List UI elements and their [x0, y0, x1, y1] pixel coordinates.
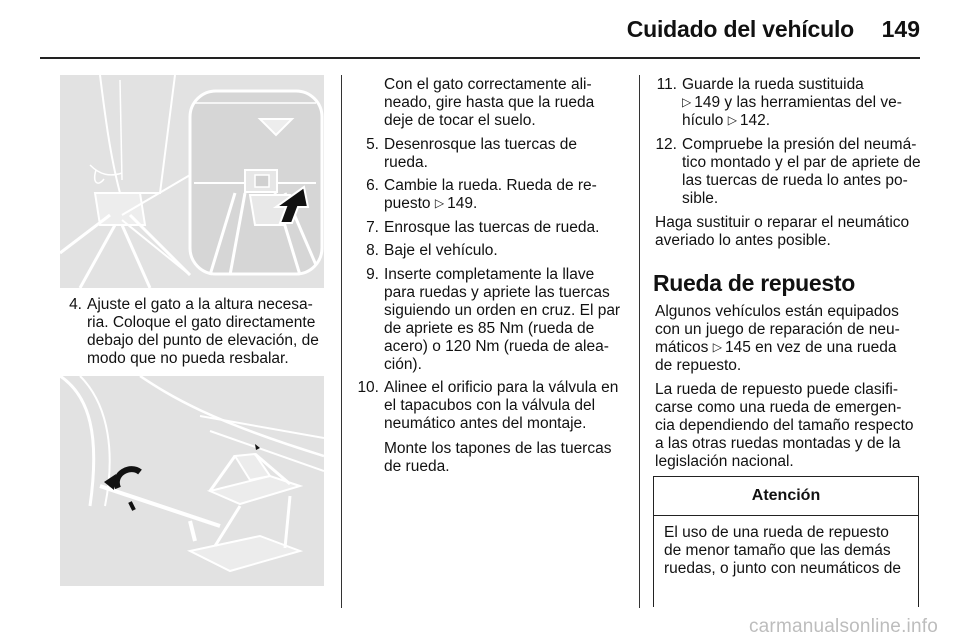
intro-line: neado, gire hasta que la rueda	[384, 94, 595, 111]
step-11-text: hículo	[682, 112, 724, 129]
step-6-number: 6.	[366, 177, 379, 194]
step-11-line: Guarde la rueda sustituida	[682, 76, 864, 93]
step-9-line: de apriete es 85 Nm (rueda de	[384, 320, 595, 337]
step-4-line: debajo del punto de elevación, de	[87, 332, 319, 349]
paragraph-line: de repuesto.	[655, 357, 742, 374]
paragraph-line: averiado lo antes posible.	[655, 232, 831, 249]
step-6-line	[384, 195, 477, 213]
page-title: Cuidado del vehículo	[626, 16, 854, 42]
step-4-line: modo que no pueda resbalar.	[87, 350, 289, 367]
step-9-line: para ruedas y apriete las tuercas	[384, 284, 610, 301]
step-12-line: tico montado y el par de apriete de	[682, 154, 921, 171]
paragraph-line: a las otras ruedas montadas y de la	[655, 435, 901, 452]
step-7-line: Enrosque las tuercas de rueda.	[384, 219, 600, 236]
step-11-line	[682, 112, 770, 130]
step-10-extra-line: Monte los tapones de las tuercas	[384, 440, 612, 457]
step-9-line: ción).	[384, 356, 422, 373]
section-heading: Rueda de repuesto	[653, 270, 855, 296]
watermark: carmanualsonline.info	[748, 616, 938, 637]
page-header	[0, 0, 960, 60]
step-6-line: Cambie la rueda. Rueda de re-	[384, 177, 597, 194]
triangle-right-icon: ▷	[712, 340, 722, 354]
step-4-number: 4.	[69, 296, 82, 313]
paragraph-page-ref[interactable]: 145	[724, 339, 751, 356]
paragraph-text: máticos	[655, 339, 709, 356]
step-12-line: sible.	[682, 190, 719, 207]
step-12-line: las tuercas de rueda lo antes po-	[682, 172, 908, 189]
triangle-right-icon: ▷	[434, 196, 445, 210]
paragraph-line: cia dependiendo del tamaño respecto	[655, 417, 914, 434]
step-9-line: siguiendo un orden en cruz. El par	[384, 302, 621, 319]
step-11-page-ref[interactable]: 142.	[739, 112, 771, 129]
triangle-right-icon: ▷	[727, 113, 737, 127]
step-5-line: Desenrosque las tuercas de	[384, 136, 578, 153]
step-9-line: acero) o 120 Nm (rueda de alea-	[384, 338, 609, 355]
header-rule	[40, 57, 920, 59]
caution-line: ruedas, o junto con neumáticos de	[664, 560, 901, 578]
step-11-line	[682, 94, 902, 112]
caution-line: de menor tamaño que las demás	[664, 542, 891, 560]
step-10-extra-line: de rueda.	[384, 458, 450, 475]
caution-body	[664, 524, 910, 579]
step-9-line: Inserte completamente la llave	[384, 266, 595, 283]
step-7-number: 7.	[366, 219, 379, 236]
step-5-line: rueda.	[384, 154, 428, 171]
caution-box	[653, 476, 919, 607]
step-10-line: neumático antes del montaje.	[384, 415, 587, 432]
step-6-text: puesto	[384, 195, 431, 212]
step-4-line: Ajuste el gato a la altura necesa-	[87, 296, 313, 313]
step-6-page-ref[interactable]: 149.	[447, 195, 478, 212]
step-12-line: Compruebe la presión del neumá-	[682, 136, 917, 153]
step-12-number: 12.	[655, 136, 677, 153]
step-11-page-ref[interactable]: 149	[694, 94, 721, 111]
step-5-number: 5.	[366, 136, 379, 153]
step-8-number: 8.	[366, 242, 379, 259]
paragraph-line: carse como una rueda de emergen-	[655, 399, 902, 416]
column-divider-1	[341, 75, 342, 608]
step-10-number: 10.	[357, 379, 379, 396]
caution-title: Atención	[654, 477, 918, 516]
jack-crank-illustration	[60, 376, 324, 586]
jack-placement-illustration	[60, 75, 324, 288]
step-10-line: Alinee el orificio para la válvula en	[384, 379, 619, 396]
paragraph-line: Haga sustituir o reparar el neumático	[655, 214, 910, 231]
step-9-number: 9.	[366, 266, 379, 283]
step-10-line: el tapacubos con la válvula del	[384, 397, 596, 414]
step-11-number: 11.	[656, 76, 677, 93]
intro-line: deje de tocar el suelo.	[384, 112, 536, 129]
caution-line: El uso de una rueda de repuesto	[664, 524, 889, 541]
intro-line: Con el gato correctamente ali-	[384, 76, 592, 93]
step-4-line: ria. Coloque el gato directamente	[87, 314, 316, 331]
page-number: 149	[881, 16, 920, 42]
paragraph-line	[655, 339, 896, 357]
paragraph-line: legislación nacional.	[655, 453, 794, 470]
paragraph-line: Algunos vehículos están equipados	[655, 303, 899, 320]
paragraph-text: en vez de una rueda	[755, 339, 897, 356]
triangle-right-icon: ▷	[682, 95, 692, 109]
column-divider-2	[639, 75, 640, 608]
step-8-line: Baje el vehículo.	[384, 242, 498, 259]
step-11-text: y las herramientas del ve-	[724, 94, 902, 111]
paragraph-line: La rueda de repuesto puede clasifi-	[655, 381, 898, 398]
paragraph-line: con un juego de reparación de neu-	[655, 321, 900, 338]
